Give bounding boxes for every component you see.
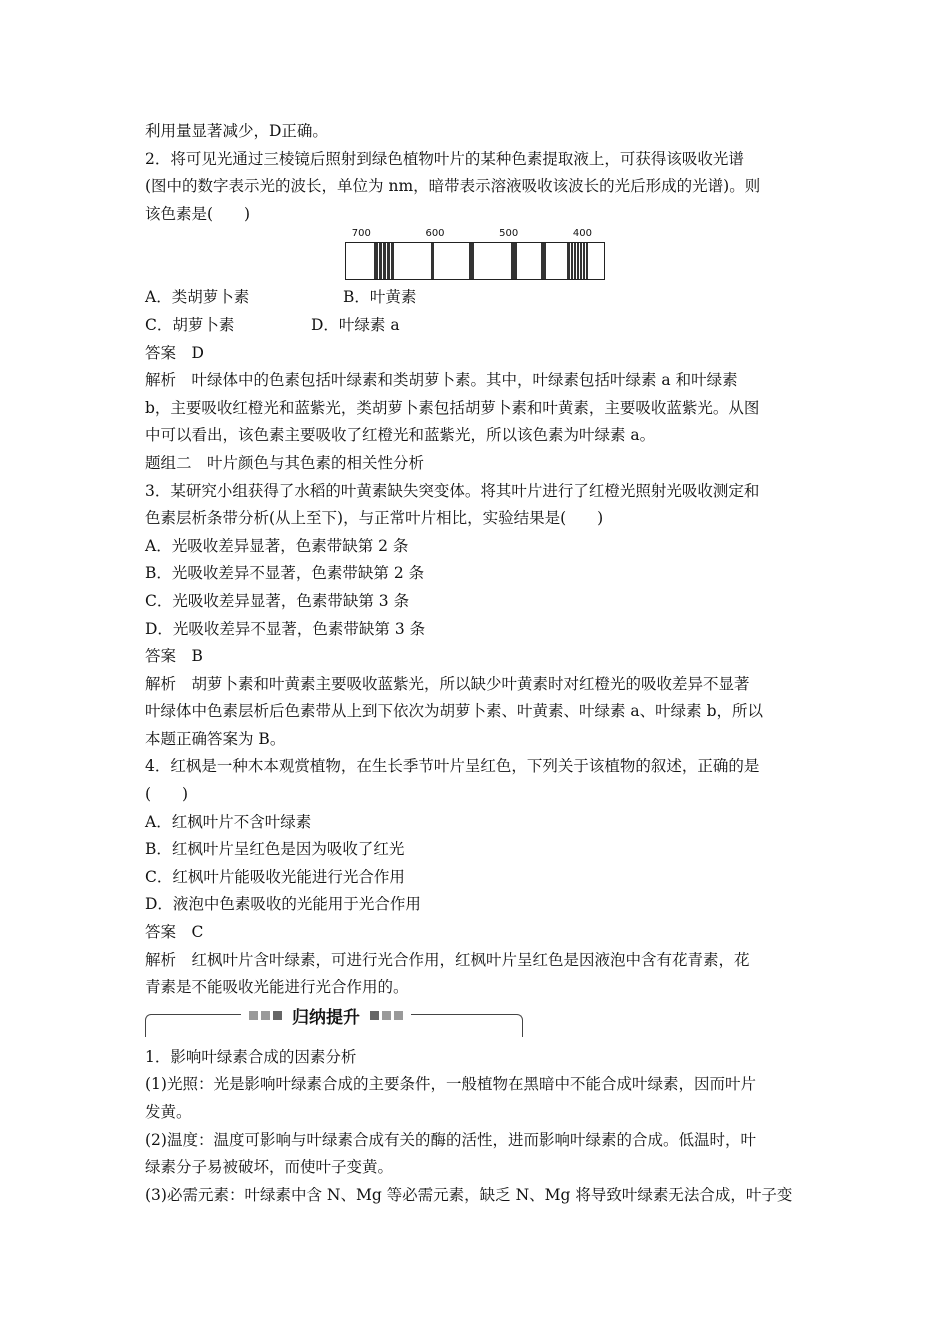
decorative-squares-left [249, 1011, 282, 1020]
absorption-dark-band [511, 243, 517, 279]
spectrum-bar [345, 242, 605, 280]
answers-and-questions [145, 340, 815, 1002]
absorption-dark-band [586, 243, 588, 279]
text-line: 青素是不能吸收光能进行光合作用的。 [145, 978, 409, 997]
text-line: A．光吸收差异显著，色素带缺第 2 条 [145, 536, 409, 555]
spectrum-wavelength-ticks [345, 228, 605, 242]
text-line: D．液泡中色素吸收的光能用于光合作用 [145, 895, 421, 914]
option-a: A．类胡萝卜素 [145, 288, 250, 307]
summary-title: 归纳提升 [292, 1008, 360, 1029]
absorption-dark-band [469, 243, 474, 279]
absorption-dark-band [391, 243, 394, 279]
text-line: (1)光照：光是影响叶绿素合成的主要条件，一般植物在黑暗中不能合成叶绿素，因而叶片 [145, 1075, 756, 1094]
wavelength-tick-label: 500 [499, 228, 519, 240]
absorption-spectrum-figure [345, 228, 605, 284]
text-line: 本题正确答案为 B。 [145, 729, 286, 748]
option-c: C．胡萝卜素 [145, 315, 235, 334]
text-line: 中可以看出，该色素主要吸收了红橙光和蓝紫光，所以该色素为叶绿素 a。 [145, 426, 656, 445]
text-line: b，主要吸收红橙光和蓝紫光，类胡萝卜素包括胡萝卜素和叶黄素，主要吸收蓝紫光。从图 [145, 398, 760, 417]
question-2-options-row-1 [145, 284, 815, 312]
summary-text [145, 1044, 815, 1210]
text-line: 1．影响叶绿素合成的因素分析 [145, 1047, 357, 1066]
text-line: A．红枫叶片不含叶绿素 [145, 812, 312, 831]
absorption-dark-band [374, 243, 378, 279]
wavelength-tick-label: 400 [572, 228, 592, 240]
absorption-dark-band [577, 243, 579, 279]
text-line: (2)温度：温度可影响与叶绿素合成有关的酶的活性，进而影响叶绿素的合成。低温时，叶 [145, 1130, 756, 1149]
document-page [145, 118, 815, 1209]
text-line: (图中的数字表示光的波长，单位为 nm，暗带表示溶液吸收该波长的光后形成的光谱)。则 [145, 177, 761, 196]
text-line: (3)必需元素：叶绿素中含 N、Mg 等必需元素，缺乏 N、Mg 将导致叶绿素无法合成，叶子变 [145, 1185, 793, 1204]
absorption-dark-band [580, 243, 582, 279]
option-b: B．叶黄素 [343, 288, 417, 307]
text-line: 该色素是( ) [145, 204, 251, 223]
text-line: 3．某研究小组获得了水稻的叶黄素缺失突变体。将其叶片进行了红橙光照射光吸收测定和 [145, 481, 760, 500]
text-line: 发黄。 [145, 1103, 192, 1121]
wavelength-tick-label: 700 [351, 228, 371, 240]
text-line: 叶绿体中色素层析后色素带从上到下依次为胡萝卜素、叶黄素、叶绿素 a、叶绿素 b，所以 [145, 702, 764, 721]
absorption-dark-band [431, 243, 435, 279]
absorption-dark-band [571, 243, 573, 279]
text-line: 2．将可见光通过三棱镜后照射到绿色植物叶片的某种色素提取液上，可获得该吸收光谱 [145, 149, 744, 168]
text-line: ( ) [145, 785, 189, 804]
wavelength-tick-label: 600 [425, 228, 445, 240]
text-line: D．光吸收差异不显著，色素带缺第 3 条 [145, 619, 426, 638]
text-line: 绿素分子易被破坏，而使叶子变黄。 [145, 1158, 394, 1177]
absorption-dark-band [541, 243, 546, 279]
text-line: 4．红枫是一种木本观赏植物，在生长季节叶片呈红色，下列关于该植物的叙述，正确的是 [145, 757, 760, 776]
text-line: B．光吸收差异不显著，色素带缺第 2 条 [145, 564, 425, 583]
text-line: 答案 D [145, 343, 204, 362]
text-line: 题组二 叶片颜色与其色素的相关性分析 [145, 453, 425, 472]
absorption-dark-band [379, 243, 382, 279]
text-line: 解析 叶绿体中的色素包括叶绿素和类胡萝卜素。其中，叶绿素包括叶绿素 a 和叶绿素 [145, 371, 738, 390]
option-d: D．叶绿素 a [311, 315, 400, 334]
absorption-dark-band [387, 243, 391, 279]
summary-section-header [145, 1006, 815, 1044]
text-line: 答案 C [145, 923, 204, 942]
text-line: 解析 红枫叶片含叶绿素，可进行光合作用，红枫叶片呈红色是因液泡中含有花青素，花 [145, 950, 750, 969]
absorption-dark-band [567, 243, 570, 279]
absorption-dark-band [574, 243, 576, 279]
question-2-options-row-2 [145, 312, 815, 340]
text-line: 利用量显著减少，D正确。 [145, 122, 328, 140]
text-line: B．红枫叶片呈红色是因为吸收了红光 [145, 840, 405, 859]
absorption-dark-band [383, 243, 386, 279]
text-line: C．光吸收差异显著，色素带缺第 3 条 [145, 591, 410, 610]
text-line: 答案 B [145, 647, 203, 666]
text-line: 色素层析条带分析(从上至下)，与正常叶片相比，实验结果是( ) [145, 509, 604, 528]
absorption-dark-band [583, 243, 585, 279]
question-2-text [145, 118, 815, 228]
text-line: C．红枫叶片能吸收光能进行光合作用 [145, 867, 405, 886]
text-line: 解析 胡萝卜素和叶黄素主要吸收蓝紫光，所以缺少叶黄素时对红橙光的吸收差异不显著 [145, 674, 750, 693]
decorative-squares-right [370, 1011, 403, 1020]
